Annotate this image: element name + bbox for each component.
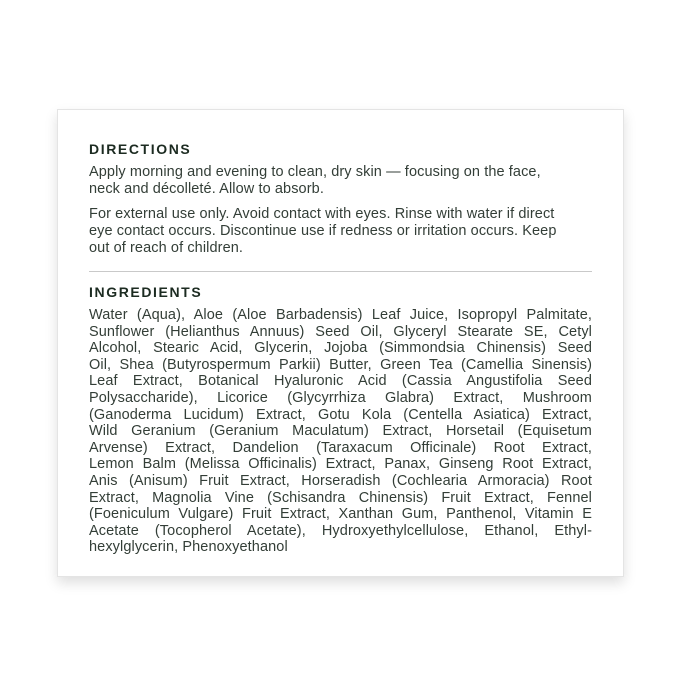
directions-usage-paragraph: [89, 164, 592, 198]
text-line: hexylglycerin, Phenoxyethanol: [89, 539, 288, 556]
text-line: Oil, Shea (Butyrospermum Parkii) Butter, Green Tea (Camellia Sinensis): [89, 356, 592, 373]
text-line: Alcohol, Stearic Acid, Glycerin, Jojoba (Simmondsia Chinensis) Seed: [89, 340, 592, 357]
text-line: Water (Aqua), Aloe (Aloe Barbadensis) Leaf Juice, Isopropyl Palmitate,: [89, 307, 592, 323]
text-line: Anis (Anisum) Fruit Extract, Horseradish (Cochlearia Armoracia) Root: [89, 472, 592, 489]
product-label-card: [57, 109, 624, 577]
text-line: Extract, Magnolia Vine (Schisandra Chinensis) Fruit Extract, Fennel: [89, 489, 592, 506]
directions-section: [89, 142, 592, 257]
text-line: Polysaccharide), Licorice (Glycyrrhiza Glabra) Extract, Mushroom: [89, 389, 592, 406]
text-line: Wild Geranium (Geranium Maculatum) Extract, Horsetail (Equisetum: [89, 423, 592, 440]
text-line: Sunflower (Helianthus Annuus) Seed Oil, Glyceryl Stearate SE, Cetyl: [89, 323, 592, 340]
text-line: neck and décolleté. Allow to absorb.: [89, 181, 324, 197]
text-line: For external use only. Avoid contact with eyes. Rinse with water if direct: [89, 206, 555, 222]
text-line: (Ganoderma Lucidum) Extract, Gotu Kola (Centella Asiatica) Extract,: [89, 406, 592, 423]
text-line: Apply morning and evening to clean, dry skin — focusing on the face,: [89, 164, 541, 180]
text-line: Arvense) Extract, Dandelion (Taraxacum Officinale) Root Extract,: [89, 439, 592, 456]
text-line: out of reach of children.: [89, 240, 244, 256]
directions-warning-paragraph: [89, 206, 592, 257]
section-divider: [89, 271, 592, 272]
directions-heading: DIRECTIONS: [89, 141, 192, 157]
text-line: Acetate (Tocopherol Acetate), Hydroxyethylcellulose, Ethanol, Ethyl-: [89, 522, 592, 539]
ingredients-section: [89, 285, 592, 556]
text-line: (Foeniculum Vulgare) Fruit Extract, Xanthan Gum, Panthenol, Vitamin E: [89, 506, 592, 523]
ingredients-heading: INGREDIENTS: [89, 284, 203, 300]
text-line: Leaf Extract, Botanical Hyaluronic Acid (Cassia Angustifolia Seed: [89, 373, 592, 390]
ingredients-list: [89, 307, 592, 556]
text-line: Lemon Balm (Melissa Officinalis) Extract, Panax, Ginseng Root Extract,: [89, 456, 592, 473]
text-line: eye contact occurs. Discontinue use if redness or irritation occurs. Keep: [89, 223, 557, 239]
